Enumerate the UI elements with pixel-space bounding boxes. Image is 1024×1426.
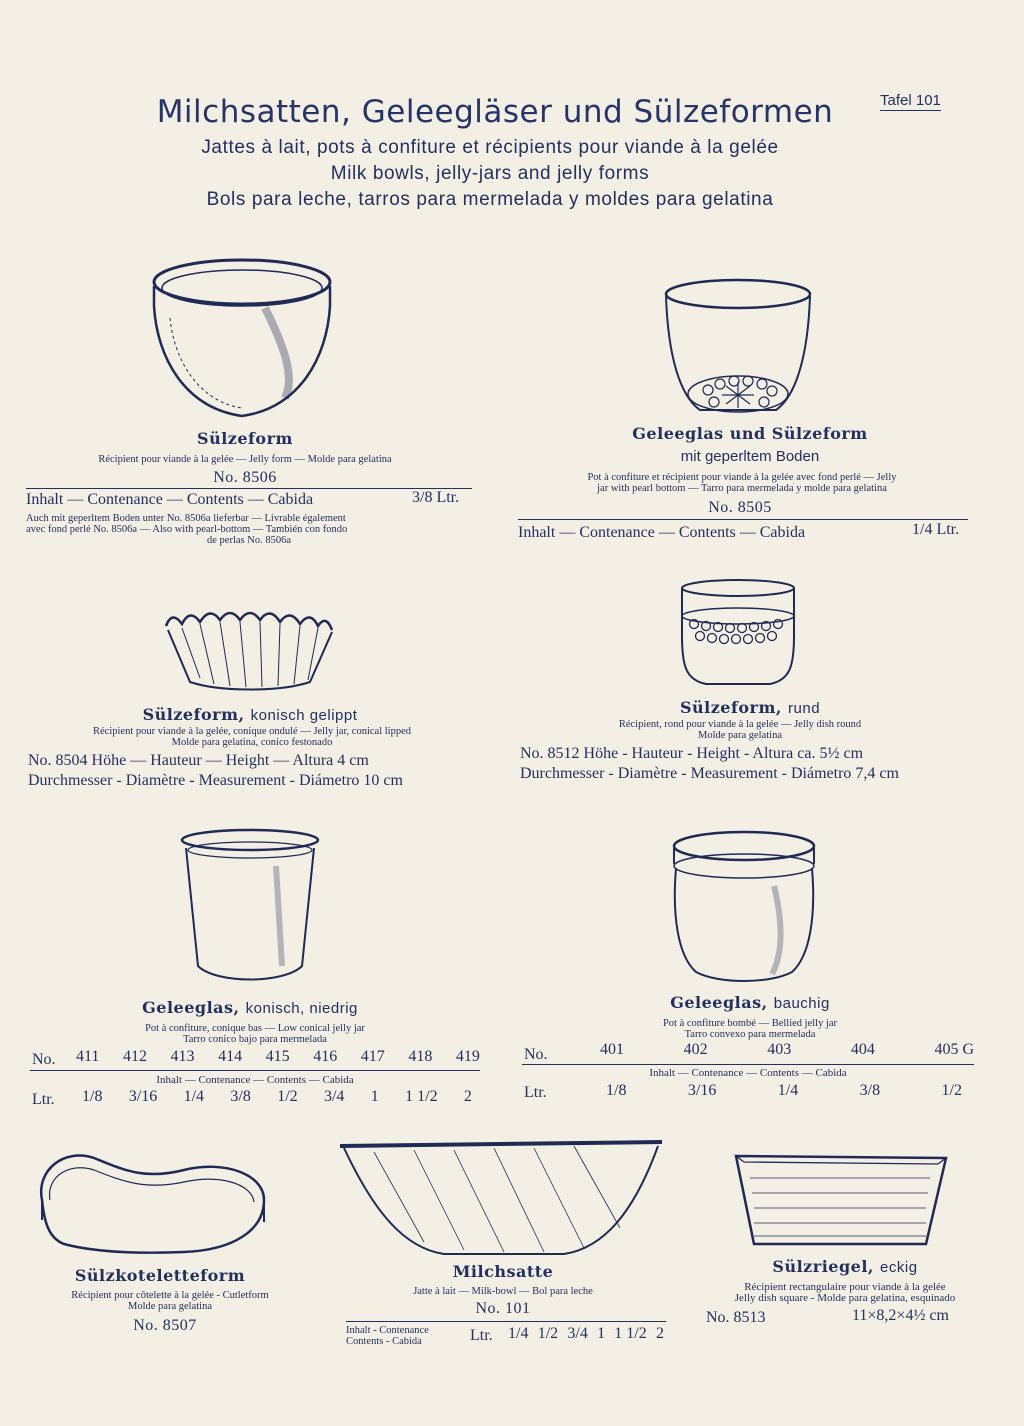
item-401-size: 1/8 — [606, 1082, 627, 1099]
item-411-size: 1/8 — [82, 1088, 103, 1105]
item-101-ltr-label: Ltr. — [470, 1327, 493, 1344]
item-8507-description-2: Molde para gelatina — [128, 1301, 212, 1312]
item-8505-description-2: jar with pearl bottom — Tarro para mermelada y molde para gelatina — [597, 483, 887, 494]
item-8513-name-qualifier: eckig — [880, 1259, 918, 1276]
item-401-number-row — [600, 1041, 974, 1059]
item-8512-diameter: Durchmesser - Diamètre - Measurement - Diámetro 7,4 cm — [520, 765, 899, 782]
jelly-dish-8512-illustration — [676, 576, 804, 692]
item-8512-name: Sülzeform, — [679, 698, 782, 717]
item-411-number: 416 — [313, 1048, 338, 1065]
item-411-number: 412 — [122, 1048, 147, 1065]
item-8504-diameter: Durchmesser - Diamètre - Measurement - Diámetro 10 cm — [28, 772, 403, 789]
item-411-title — [80, 998, 420, 1017]
item-8506-description: Récipient pour viande à la gelée — Jelly form — Molde para gelatina — [98, 454, 392, 465]
item-101-size: 2 — [655, 1325, 664, 1342]
item-101-content-label-2: Contents - Cabida — [346, 1336, 422, 1347]
item-8507-description-1: Récipient pour côtelette à la gelée - Cutletform — [71, 1290, 269, 1301]
item-101-size-row — [508, 1325, 664, 1343]
jelly-form-8504-illustration — [160, 604, 340, 696]
item-101-number: No. 101 — [475, 1300, 531, 1317]
item-8512-height: No. 8512 Höhe - Hauteur - Height - Altura ca. 5½ cm — [520, 745, 864, 762]
cutlet-form-8507-illustration — [34, 1140, 274, 1266]
item-401-size: 1/2 — [941, 1082, 962, 1099]
item-411-number: 418 — [408, 1048, 433, 1065]
plate-number: Tafel 101 — [880, 92, 941, 109]
item-411-size: 1/2 — [277, 1088, 298, 1105]
item-411-size: 1/4 — [183, 1088, 205, 1105]
item-8507-name: Sülzkoteletteform — [74, 1266, 246, 1285]
item-101-description: Jatte à lait — Milk-bowl — Bol para leche — [413, 1286, 593, 1297]
item-8513-dimensions: 11×8,2×4½ cm — [852, 1307, 949, 1324]
item-8504-height: No. 8504 Höhe — Hauteur — Height — Altura 4 cm — [28, 752, 369, 769]
item-401-content-label: Inhalt — Contenance — Contents — Cabida — [649, 1067, 847, 1079]
item-411-number: 419 — [455, 1048, 480, 1065]
item-401-number: 401 — [600, 1041, 624, 1058]
item-401-description-1: Pot à confiture bombé — Bellied jelly jar — [662, 1018, 838, 1029]
item-101-size: 1 — [597, 1325, 606, 1342]
item-8512-title — [560, 698, 940, 717]
item-8506-rule — [26, 488, 472, 489]
page-title: Milchsatten, Geleegläser und Sülzeformen — [156, 94, 834, 130]
item-401-no-label: No. — [524, 1046, 548, 1063]
item-411-number: 411 — [76, 1048, 100, 1065]
item-8505-description-1: Pot à confiture et récipient pour viande à la gelée avec fond perlé — Jelly — [587, 472, 897, 483]
item-8505-rule — [518, 519, 968, 520]
item-8513-description-1: Récipient rectangulaire pour viande à la gelée — [744, 1281, 946, 1293]
item-8506-number: No. 8506 — [213, 469, 277, 486]
item-401-size: 3/8 — [859, 1082, 881, 1099]
item-401-size: 1/4 — [777, 1082, 799, 1099]
item-411-content-label: Inhalt — Contenance — Contents — Cabida — [156, 1074, 354, 1086]
item-8512-description-2: Molde para gelatina — [698, 730, 782, 741]
item-8513-name: Sülzriegel, — [772, 1257, 874, 1276]
item-411-number: 414 — [218, 1048, 243, 1065]
item-401-number: 403 — [767, 1041, 792, 1058]
item-401-rule — [522, 1064, 974, 1065]
item-411-size: 1 1/2 — [405, 1088, 438, 1105]
item-411-size-row — [82, 1088, 472, 1106]
jelly-glass-411-illustration — [176, 826, 326, 988]
item-401-name: Geleeglas, — [670, 993, 768, 1012]
item-411-size: 1 — [370, 1088, 379, 1105]
item-8505-content-label: Inhalt — Contenance — Contents — Cabida — [518, 524, 806, 541]
item-8506-note-2: avec fond perlé No. 8506a — Also with pearl-bottom — También con fondo — [26, 524, 348, 535]
item-8512-name-qualifier: rund — [788, 700, 821, 717]
item-8513-description-2: Jelly dish square - Molde para gelatina, esquinado — [734, 1292, 956, 1304]
item-8506-note-1: Auch mit geperltem Boden unter No. 8506a lieferbar — Livrable également — [26, 513, 346, 524]
item-411-ltr-label: Ltr. — [32, 1091, 55, 1108]
subtitle-french: Jattes à lait, pots à confiture et récipients pour viande à la gelée — [201, 137, 779, 158]
subtitle-spanish: Bols para leche, tarros para mermelada y moldes para gelatina — [206, 189, 774, 210]
item-101-size: 1/4 — [508, 1325, 529, 1342]
item-411-size: 3/4 — [323, 1088, 345, 1105]
item-411-size: 3/8 — [230, 1088, 251, 1105]
item-411-number: 417 — [360, 1048, 385, 1065]
jelly-dish-8513-illustration — [730, 1148, 952, 1256]
item-411-number-row — [76, 1048, 480, 1066]
item-8504-title — [80, 705, 420, 724]
item-8505-number: No. 8505 — [708, 499, 772, 516]
item-8506-note-3: de perlas No. 8506a — [207, 535, 291, 546]
item-411-number: 413 — [170, 1048, 195, 1065]
item-401-name-qualifier: bauchig — [773, 995, 830, 1012]
item-8512-description-1: Récipient, rond pour viande à la gelée — Jelly dish round — [618, 719, 862, 730]
item-101-name: Milchsatte — [452, 1262, 554, 1281]
item-8505-name-line-2: mit geperltem Boden — [680, 448, 820, 465]
milk-bowl-101-illustration — [334, 1132, 668, 1264]
item-101-size: 1 1/2 — [614, 1325, 647, 1342]
item-401-size: 3/16 — [687, 1082, 717, 1099]
item-8506-name: Sülzeform — [197, 429, 293, 448]
item-8513-title — [720, 1257, 970, 1276]
item-8513-number: No. 8513 — [706, 1309, 766, 1326]
item-401-title — [560, 993, 940, 1012]
item-411-size: 3/16 — [128, 1088, 158, 1105]
item-101-content-label-1: Inhalt - Contenance — [346, 1325, 429, 1336]
item-8506-content-value: 3/8 Ltr. — [412, 489, 460, 506]
item-101-size: 3/4 — [567, 1325, 588, 1342]
jelly-glass-401-illustration — [668, 826, 824, 988]
item-411-description-2: Tarro conico bajo para mermelada — [183, 1034, 327, 1045]
item-8505-content-value: 1/4 Ltr. — [912, 521, 960, 538]
item-411-rule — [30, 1070, 480, 1071]
item-8507-number: No. 8507 — [133, 1317, 197, 1334]
item-8504-description-1: Récipient pour viande à la gelée, conique ondulé — Jelly jar, conical lipped — [93, 726, 411, 737]
item-411-size: 2 — [463, 1088, 472, 1105]
subtitle-english: Milk bowls, jelly-jars and jelly forms — [330, 163, 650, 184]
item-401-ltr-label: Ltr. — [524, 1084, 547, 1101]
item-8504-description-2: Molde para gelatina, conico festonado — [171, 737, 333, 748]
item-101-size: 1/2 — [537, 1325, 559, 1342]
item-401-number: 402 — [683, 1041, 708, 1058]
item-401-size-row — [606, 1082, 962, 1100]
item-401-number: 405 G — [934, 1041, 974, 1058]
item-8504-name-qualifier: konisch gelippt — [250, 707, 358, 724]
item-8506-content-label: Inhalt — Contenance — Contents — Cabida — [26, 491, 314, 508]
item-411-number: 415 — [265, 1048, 290, 1065]
item-8504-name: Sülzeform, — [142, 705, 245, 724]
item-401-number: 404 — [850, 1041, 875, 1058]
item-411-no-label: No. — [32, 1051, 56, 1068]
item-401-description-2: Tarro convexo para mermelada — [684, 1029, 816, 1040]
jelly-form-8506-illustration — [145, 248, 345, 426]
item-8505-name: Geleeglas und Sülzeform — [632, 424, 868, 443]
jelly-glass-8505-illustration — [660, 276, 820, 422]
item-101-rule — [346, 1321, 666, 1322]
item-411-name: Geleeglas, — [142, 998, 240, 1017]
item-411-description-1: Pot à confiture, conique bas — Low conical jelly jar — [145, 1023, 365, 1034]
item-411-name-qualifier: konisch, niedrig — [245, 1000, 358, 1017]
